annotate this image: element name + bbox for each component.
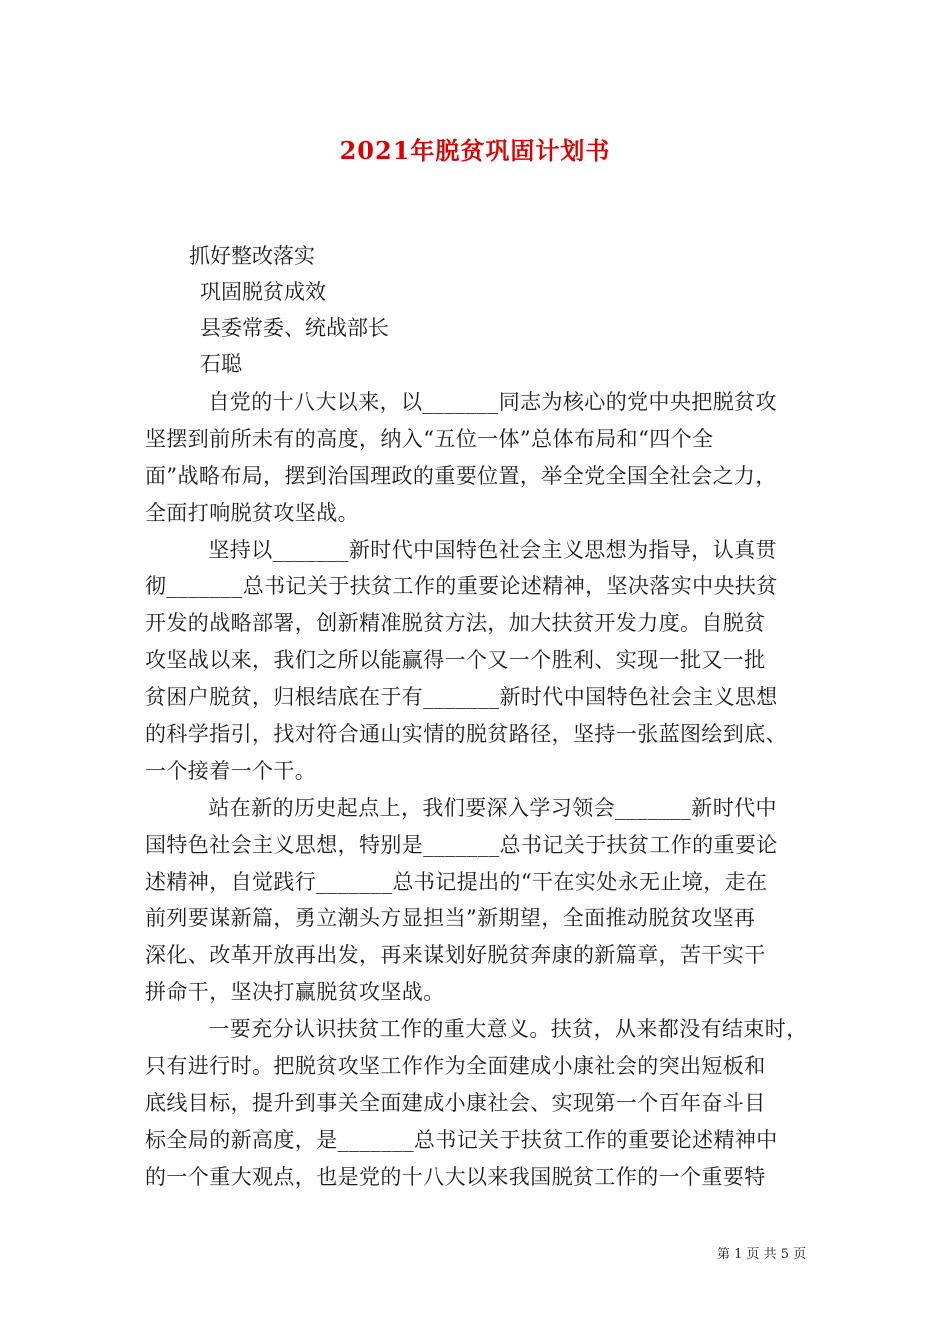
document-body [145,384,810,1196]
text-line: 深化、改革开放再出发，再来谋划好脱贫奔康的新篇章，苦干实干 [145,943,766,968]
text-line: 的一个重大观点，也是党的十八大以来我国脱贫工作的一个重要特 [145,1164,766,1189]
paragraph-2 [145,532,810,790]
text-line: 全面打响脱贫攻坚战。 [145,500,359,525]
text-line: 一个接着一个干。 [145,758,317,783]
heading-line-3: 县委常委、统战部长 [200,316,389,340]
paragraph-1 [145,384,810,532]
text-line: 彻_______总书记关于扶贫工作的重要论述精神，坚决落实中央扶贫 [145,574,778,599]
text-line: 国特色社会主义思想，特别是_______总书记关于扶贫工作的重要论 [145,832,778,857]
text-line: 述精神，自觉践行_______总书记提出的“干在实处永无止境，走在 [145,869,768,894]
text-line: 贫困户脱贫，归根结底在于有_______新时代中国特色社会主义思想 [145,685,778,710]
text-line: 开发的战略部署，创新精准脱贫方法，加大扶贫开发力度。自脱贫 [145,611,766,636]
heading-line-4: 石聪 [200,352,242,376]
text-line: 的科学指引，找对符合通山实情的脱贫路径，坚持一张蓝图绘到底、 [145,722,787,747]
paragraph-3 [145,790,810,1011]
paragraph-4 [145,1011,810,1195]
page-number-footer: 第 1 页 共 5 页 [717,1247,807,1262]
text-line: 自党的十八大以来，以_______同志为核心的党中央把脱贫攻 [187,390,777,414]
text-line: 只有进行时。把脱贫攻坚工作作为全面建成小康社会的突出短板和 [145,1054,766,1079]
text-line: 站在新的历史起点上，我们要深入学习领会_______新时代中 [187,795,777,820]
heading-line-1: 抓好整改落实 [189,244,315,268]
text-line: 坚持以_______新时代中国特色社会主义思想为指导，认真贯 [187,537,777,562]
text-line: 标全局的新高度，是_______总书记关于扶贫工作的重要论述精神中 [145,1127,778,1152]
document-title: 2021年脱贫巩固计划书 [339,136,611,165]
text-line: 底线目标，提升到事关全面建成小康社会、实现第一个百年奋斗目 [145,1090,766,1115]
text-line: 坚摆到前所未有的高度，纳入“五位一体”总体布局和“四个全 [145,426,714,451]
text-line: 攻坚战以来，我们之所以能赢得一个又一个胜利、实现一批又一批 [145,648,766,673]
heading-line-2: 巩固脱贫成效 [200,280,326,304]
text-line: 前列要谋新篇，勇立潮头方显担当”新期望，全面推动脱贫攻坚再 [145,906,756,931]
text-line: 面”战略布局，摆到治国理政的重要位置，举全党全国全社会之力， [145,463,777,488]
text-line: 拼命干，坚决打赢脱贫攻坚战。 [145,980,445,1005]
text-line: 一要充分认识扶贫工作的重大意义。扶贫，从来都没有结束时， [187,1017,808,1042]
